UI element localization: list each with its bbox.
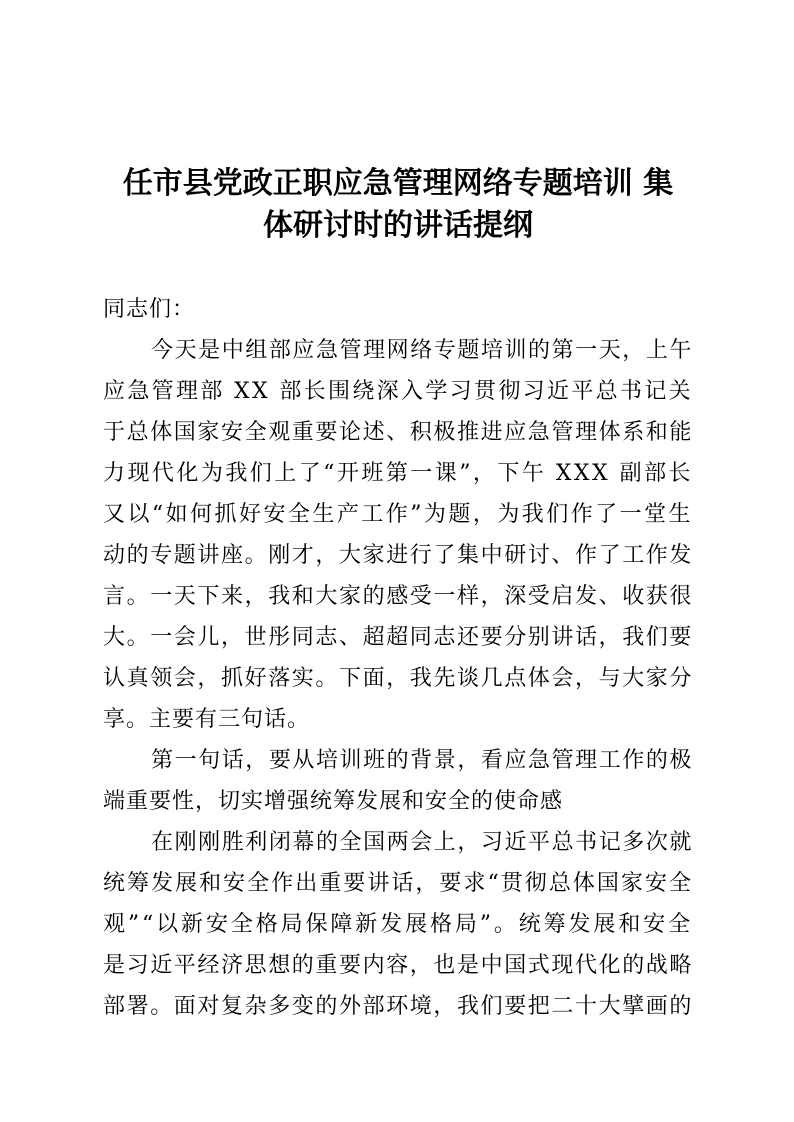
body-line: 统筹发展和安全作出重要讲话，要求“贯彻总体国家安全 xyxy=(103,871,693,896)
body-line: 是习近平经济思想的重要内容，也是中国式现代化的战略 xyxy=(103,953,693,978)
body-line: 应急管理部 XX 部长围绕深入学习贯彻习近平总书记关 xyxy=(103,379,693,404)
document-title xyxy=(98,163,698,247)
salutation: 同志们： xyxy=(103,297,196,322)
body-line: 大。一会儿，世彤同志、超超同志还要分别讲话，我们要 xyxy=(103,625,693,650)
body-line: 享。主要有三句话。 xyxy=(103,707,311,732)
body-line: 力现代化为我们上了“开班第一课”，下午 XXX 副部长 xyxy=(103,461,693,486)
body-line: 认真领会，抓好落实。下面，我先谈几点体会，与大家分 xyxy=(103,666,693,691)
title-line-2: 体研讨时的讲话提纲 xyxy=(263,208,533,243)
body-line: 于总体国家安全观重要论述、积极推进应急管理体系和能 xyxy=(103,420,693,445)
body-line: 动的专题讲座。刚才，大家进行了集中研讨、作了工作发 xyxy=(103,543,693,568)
document-body xyxy=(103,289,693,1027)
body-line: 端重要性，切实增强统筹发展和安全的使命感 xyxy=(103,789,564,814)
body-line: 在刚刚胜利闭幕的全国两会上，习近平总书记多次就 xyxy=(151,830,693,855)
body-line: 第一句话，要从培训班的背景，看应急管理工作的极 xyxy=(151,748,693,773)
body-line: 言。一天下来，我和大家的感受一样，深受启发、收获很 xyxy=(103,584,693,609)
title-line-1: 任市县党政正职应急管理网络专题培训 集 xyxy=(122,166,674,201)
body-line: 观”“以新安全格局保障新发展格局”。统筹发展和安全 xyxy=(103,912,693,937)
body-line: 又以“如何抓好安全生产工作”为题，为我们作了一堂生 xyxy=(103,502,693,527)
body-line: 今天是中组部应急管理网络专题培训的第一天，上午 xyxy=(151,338,693,363)
body-line: 部署。面对复杂多变的外部环境，我们要把二十大擘画的 xyxy=(103,994,693,1019)
